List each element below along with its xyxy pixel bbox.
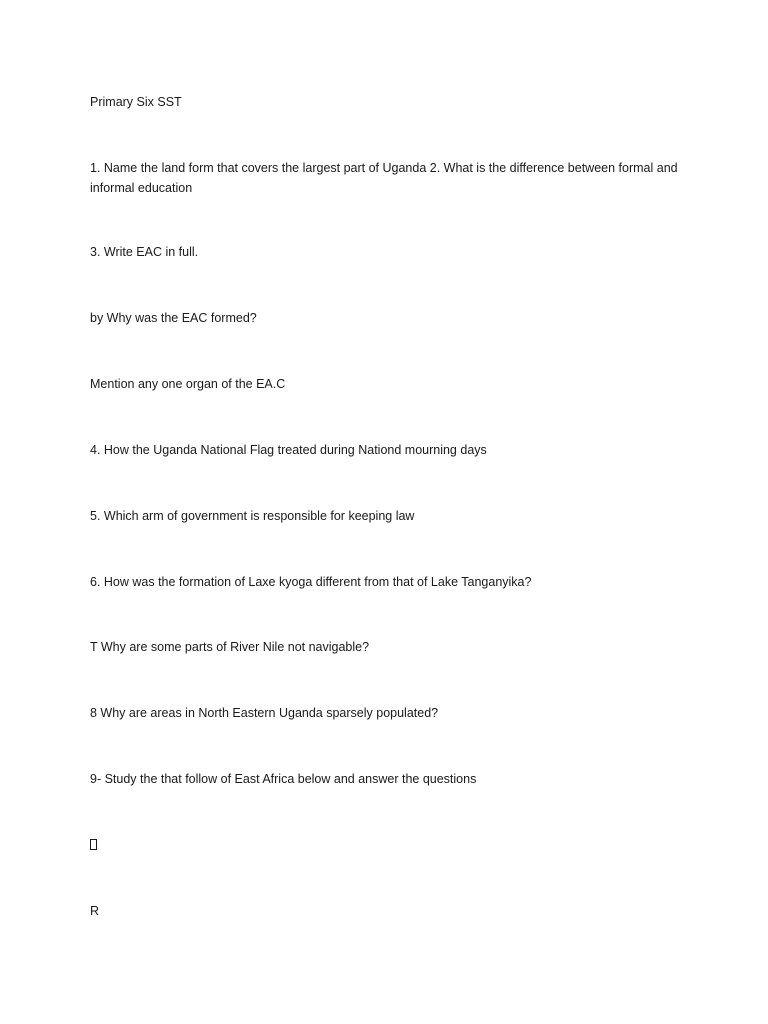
question-line-3b: by Why was the EAC formed?	[90, 311, 257, 325]
question-line-8: 8 Why are areas in North Eastern Uganda sparsely populated?	[90, 706, 439, 720]
question-line-7: T Why are some parts of River Nile not navigable?	[90, 640, 370, 654]
document-heading: Primary Six SST	[90, 95, 182, 109]
missing-glyph-line	[90, 836, 690, 856]
question-line-6: 6. How was the formation of Laxe kyoga different from that of Lake Tanganyika?	[90, 575, 532, 589]
question-line-3c: Mention any one organ of the EA.C	[90, 377, 286, 391]
final-line: R	[90, 904, 100, 918]
question-line-5: 5. Which arm of government is responsible for keeping law	[90, 509, 415, 523]
question-line-3: 3. Write EAC in full.	[90, 245, 199, 259]
question-line-9: 9- Study the that follow of East Africa below and answer the questions	[90, 772, 477, 786]
question-line-4: 4. How the Uganda National Flag treated during Nationd mourning days	[90, 443, 487, 457]
question-line-1: 1. Name the land form that covers the largest part of Uganda 2. What is the difference between formal and informal education	[90, 161, 678, 195]
missing-glyph-icon	[90, 839, 97, 850]
